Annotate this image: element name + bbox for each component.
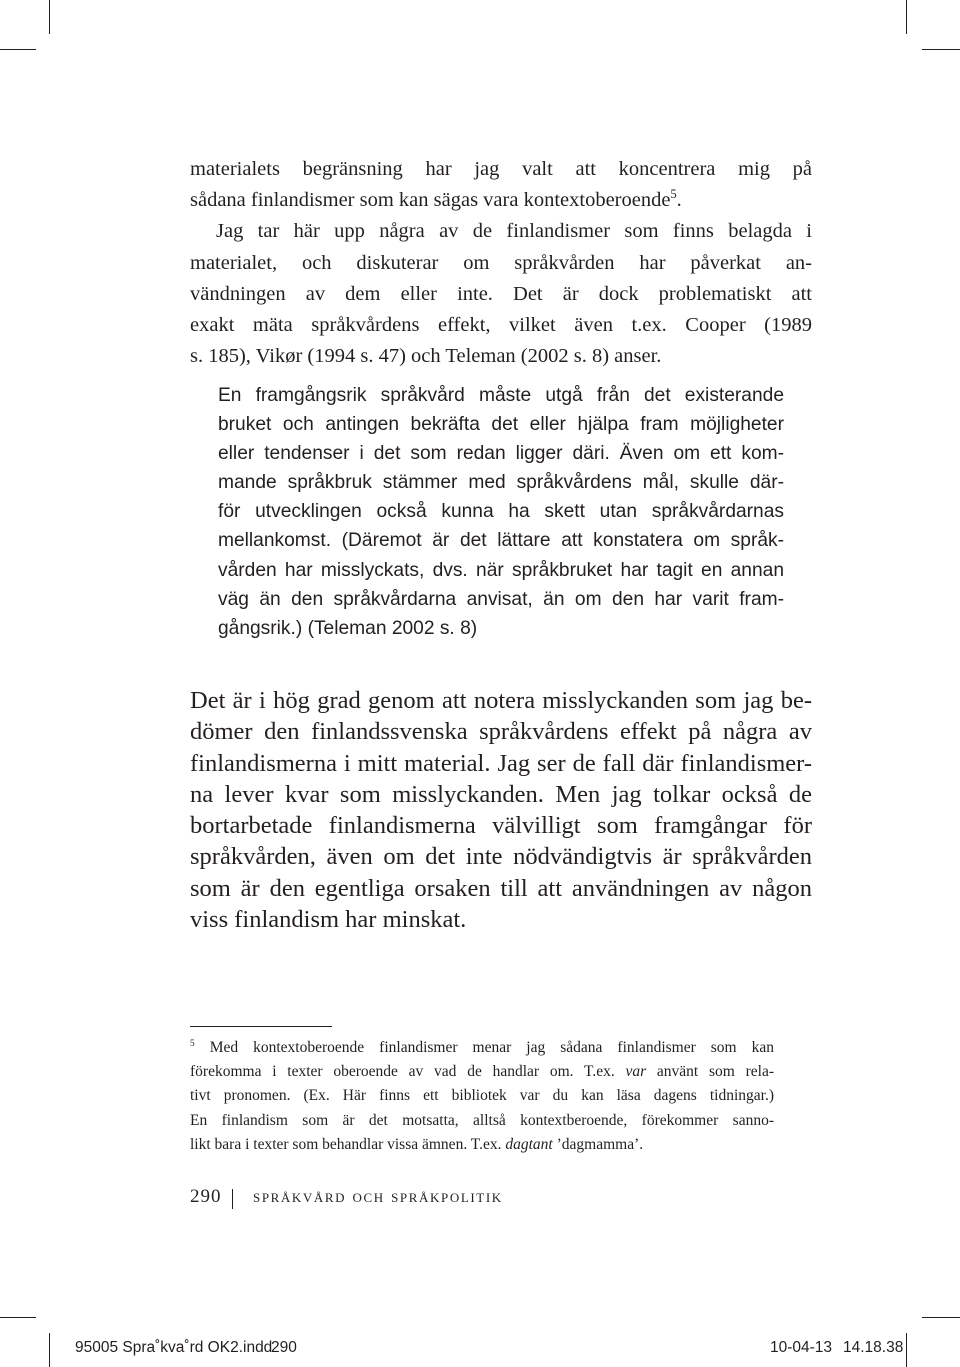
footnote-line: En finlandism som är det motsatta, alltså kontextberoende, förekommer sanno- [190,1111,774,1129]
footnote-text: använt som rela- [646,1063,774,1081]
slug-date: 10-04-13 [770,1339,833,1356]
crop-mark-bottom-left-vertical [49,1333,50,1367]
paragraph2-line: som är den egentliga orsaken till att användningen av någon [190,874,812,902]
running-title: språkvård och språkpolitik [253,1186,503,1207]
footnote-example-word: dagtant [505,1135,553,1153]
page-number: 290 [190,1186,222,1207]
footnote-text: likt bara i texter som behandlar vissa ämnen. T.ex. [190,1135,506,1153]
footnote-text: ’dagmamma’. [552,1135,644,1153]
paragraph2-line: na lever kvar som misslyckanden. Men jag tolkar också de [190,780,812,808]
footnote-line [190,1060,774,1084]
paragraph2-line: viss finlandism har minskat. [190,906,467,934]
quote-line: vården har misslyckats, dvs. när språkbruket har tagit en annan [218,559,784,581]
quote-line: bruket och antingen bekräfta det eller hjälpa fram möjligheter [218,414,784,436]
paragraph1-line: s. 185), Vikør (1994 s. 47) och Teleman (2002 s. 8) anser. [190,345,662,368]
block-quote [218,381,784,643]
footnote-rule [190,1026,332,1027]
crop-mark-bottom-right-horizontal [922,1317,960,1318]
footnote [190,1036,774,1157]
footnote-number: 5 [190,1038,195,1049]
paragraph1-line: vändningen av dem eller inte. Det är dock problematiskt att [190,282,812,305]
body-paragraph-1 [190,154,812,372]
paragraph2-line: bortarbetade finlandismerna välvilligt som framgångar för [190,812,812,840]
paragraph1-line: exakt mäta språkvårdens effekt, vilket även t.ex. Cooper (1989 [190,314,812,337]
quote-line: eller tendenser i det som redan ligger däri. Även om ett kom- [218,443,784,465]
quote-line: En framgångsrik språkvård måste utgå från det existerande [218,385,784,406]
crop-mark-top-right-horizontal [922,49,960,50]
quote-line: mellankomst. (Däremot är det lättare att konstatera om språk- [218,530,784,552]
crop-mark-bottom-right-vertical [906,1333,907,1367]
running-foot-divider [232,1189,233,1209]
paragraph1-line-with-footnote: sådana finlandismer som kan sägas vara kontextoberoende$^5$. [190,187,682,212]
paragraph2-line: finlandismerna i mitt material. Jag ser de fall där finlandismer- [190,749,812,777]
footnote-text: förekomma i texter oberoende av vad de handlar om. T.ex. [190,1063,626,1081]
crop-mark-top-right-vertical [906,0,907,34]
quote-line: mande språkbruk stämmer med språkvårdens mål, skulle där- [218,472,784,494]
paragraph2-line: Det är i hög grad genom att notera misslyckanden som jag be- [190,687,812,714]
paragraph2-line: dömer den finlandssvenska språkvårdens effekt på några av [190,718,812,746]
paragraph1-line-text: sådana finlandismer som kan sägas vara kontextoberoende [190,189,671,212]
footnote-text: Med kontextoberoende finlandismer menar jag sådana finlandismer som kan [209,1039,775,1056]
footnote-line [190,1133,774,1157]
quote-line: för utvecklingen också kunna ha skett utan språkvårdarnas [218,501,784,523]
paragraph2-line: språkvården, även om det inte nödvändigtvis är språkvården [190,843,812,871]
slug-page: 290 [271,1339,297,1356]
paragraph1-line: materialets begränsning har jag valt att koncentrera mig på [190,158,812,180]
crop-mark-top-left-vertical [49,0,50,34]
footnote-example-word: var [625,1063,647,1081]
body-paragraph-2 [190,685,812,935]
slug-time: 14.18.38 [843,1339,904,1356]
crop-mark-bottom-left-horizontal [0,1317,36,1318]
quote-line: väg än den språkvårdarna anvisat, än om den har varit fram- [218,588,784,610]
footnote-reference: 5 [670,187,677,202]
quote-line: gångsrik.) (Teleman 2002 s. 8) [218,617,478,639]
footnote-line [190,1036,774,1060]
crop-mark-top-left-horizontal [0,49,36,50]
paragraph1-line-indented: Jag tar här upp några av de finlandismer som finns belagda i [216,220,812,243]
footnote-line: tivt pronomen. (Ex. Här finns ett bibliotek var du kan läsa dagens tidningar.) [190,1087,774,1105]
paragraph1-line: materialet, och diskuterar om språkvården har påverkat an- [190,251,812,274]
slug-filename: 95005 Spra˚kva˚rd OK2.indd [75,1339,273,1356]
